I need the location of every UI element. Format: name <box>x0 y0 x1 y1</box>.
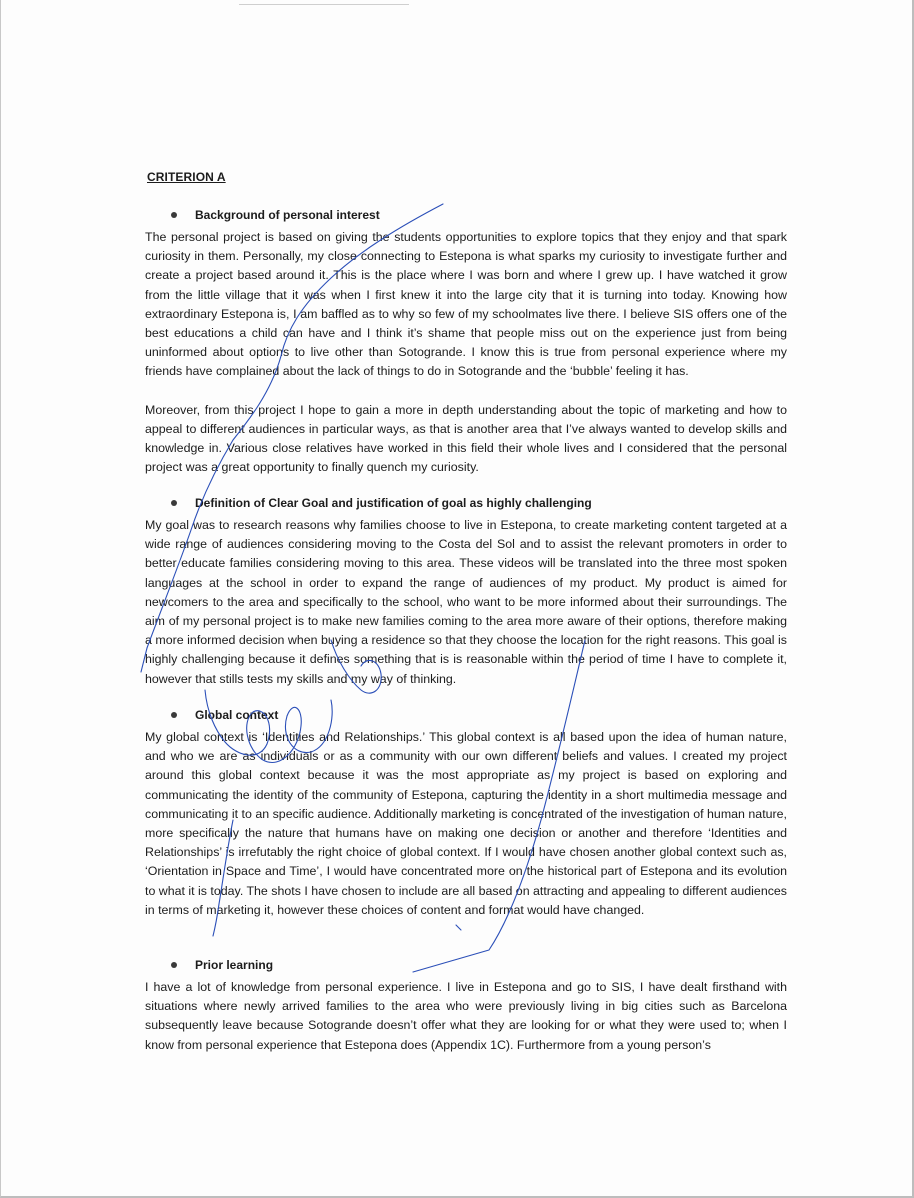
section-title-row <box>145 496 787 516</box>
scan-mark <box>239 4 409 5</box>
bullet-icon <box>171 212 177 218</box>
signature-stroke <box>456 925 461 930</box>
section-goal <box>145 496 787 689</box>
section-title-row <box>145 208 787 228</box>
section-title-row <box>145 958 787 978</box>
section-global-context <box>145 708 787 920</box>
section-prior-learning <box>145 958 787 1055</box>
paragraph: My global context is ‘Identities and Relationships.’ This global context is all based upon the idea of human nature, and who we are as individuals or as a community with our own different beliefs and values. I created my project around this global context because it was the most appropriate as my project is based on exploring and communicating the identity of the community of Estepona, capturing the identity in a short multimedia message and communicating it to an specific audience. Additionally marketing is concentrated of the investigation of human nature, more specifically the nature that humans have on making one decision or another and therefore ‘Identities and Relationships’ is irrefutably the right choice of global context. If I would have chosen another global context such as, ‘Orientation in Space and Time’, I would have concentrated more on the historical part of Estepona and its evolution to what it is today. The shots I have chosen to include are all based on attracting and appealing to different audiences in terms of marketing it, however these choices of content and format would have changed. <box>145 730 787 917</box>
bullet-icon <box>171 500 177 506</box>
section-title: Definition of Clear Goal and justification of goal as highly challenging <box>195 496 592 510</box>
paragraph: I have a lot of knowledge from personal experience. I live in Estepona and go to SIS, I have dealt firsthand with situations where newly arrived families to the area who were previously living in big cities such as Barcelona subsequently leave because Sotogrande doesn’t offer what they are looking for or what they were used to; when I know from personal experience that Estepona does (Appendix 1C). Furthermore from a young person’s <box>145 980 787 1052</box>
section-title-row <box>145 708 787 728</box>
bullet-icon <box>171 962 177 968</box>
section-title: Global context <box>195 708 279 722</box>
page-heading: CRITERION A <box>147 170 226 184</box>
bullet-icon <box>171 712 177 718</box>
section-background <box>145 208 787 477</box>
section-title: Prior learning <box>195 958 274 972</box>
paragraph: Moreover, from this project I hope to gain a more in depth understanding about the topic of marketing and how to appeal to different audiences in particular ways, as that is another area that I’ve always wanted to develop skills and knowledge in. Various close relatives have worked in this field their whole lives and I considered that the personal project was a great opportunity to finally quench my curiosity. <box>145 402 787 475</box>
section-title: Background of personal interest <box>195 208 380 222</box>
paragraph: My goal was to research reasons why families choose to live in Estepona, to create marketing content targeted at a wide range of audiences considering moving to the Costa del Sol and to assist the relevant promoters in order to better educate families considering moving to this area. These videos will be translated into the three most spoken languages at the school in order to expand the range of audiences of my product. My product is aimed for newcomers to the area and specifically to the school, who want to be more informed about their surroundings. The aim of my personal project is to make new families coming to the area more aware of their options, therefore making a more informed decision when buying a residence so that they choose the location for the right reasons. This goal is highly challenging because it defines something that is is reasonable within the period of time I have to complete it, however that stills tests my skills and my way of thinking. <box>145 518 787 686</box>
paragraph: The personal project is based on giving the students opportunities to explore topics that they enjoy and that spark curiosity in them. Personally, my close connecting to Estepona is what sparks my curiosity to investigate further and create a project based around it. This is the place where I was born and where I grew up. I have watched it grow from the little village that it was when I first knew it into the large city that it is turning into today. Knowing how extraordinary Estepona is, I am baffled as to why so few of my schoolmates live there. I believe SIS offers one of the best educations a child can have and I think it’s shame that people miss out on the experience just from being uninformed about options to live other than Sotogrande. I know this is true from personal experience where my friends have complained about the lack of things to do in Sotogrande and the ‘bubble’ feeling it has. <box>145 230 787 379</box>
